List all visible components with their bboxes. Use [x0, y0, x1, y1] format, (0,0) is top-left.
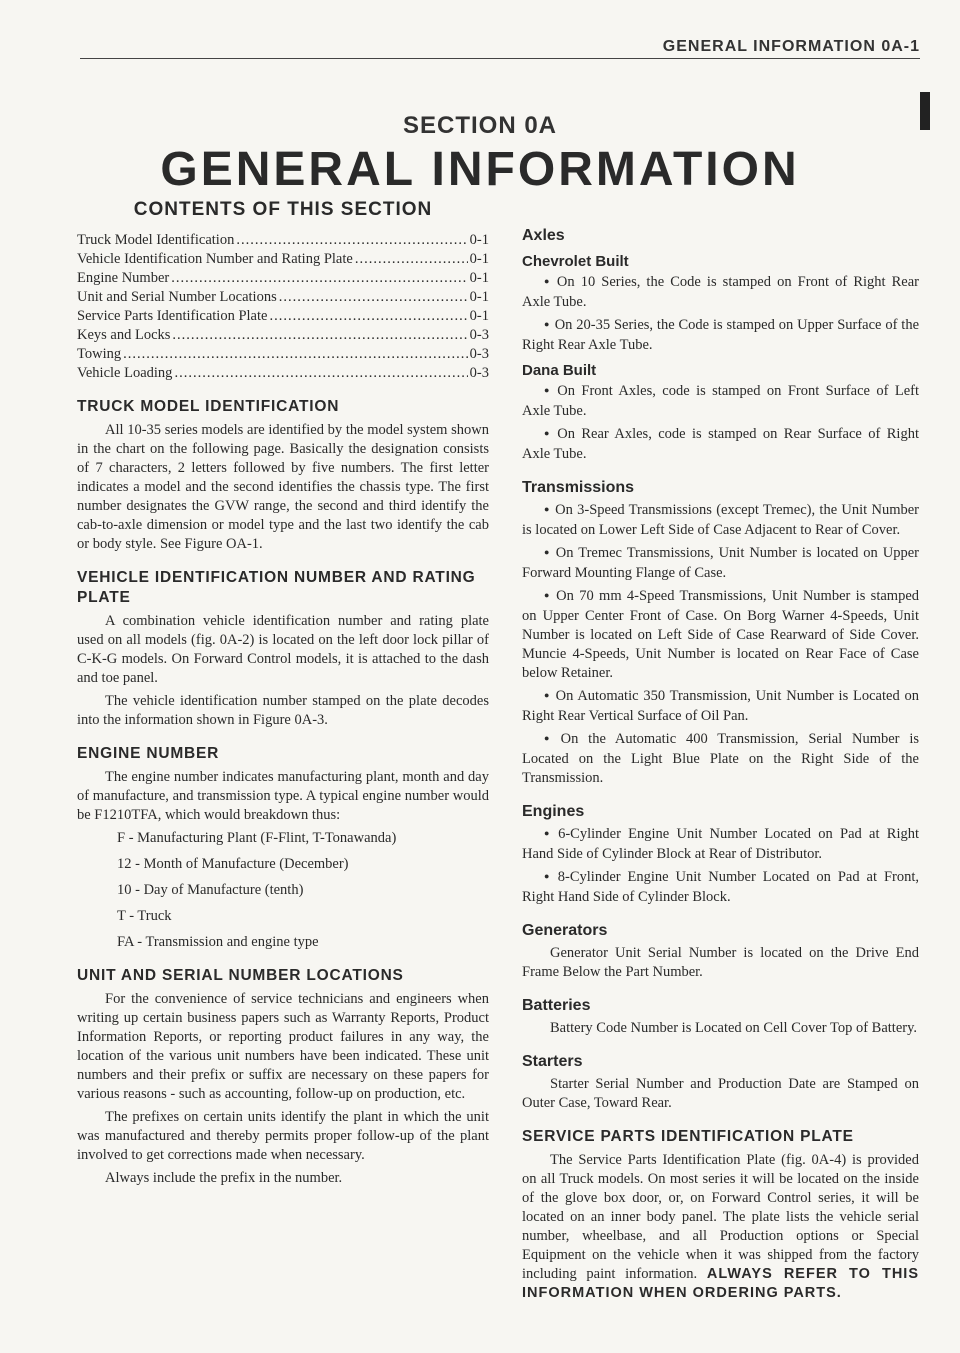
truck-model-heading: TRUCK MODEL IDENTIFICATION — [77, 398, 340, 415]
section-label: SECTION 0A — [402, 112, 558, 139]
toc-item[interactable]: Keys and Locks ..... 0-3 — [77, 326, 489, 345]
right-column — [522, 226, 919, 1307]
left-column — [77, 200, 489, 1192]
unit-serial-paragraph: Always include the prefix in the number. — [105, 1170, 343, 1186]
ordering-note: ALWAYS REFER TO THIS INFORMATION WHEN ORDERING PARTS. — [522, 1266, 920, 1301]
contents-heading: CONTENTS OF THIS SECTION — [133, 199, 433, 220]
engine-number-heading: ENGINE NUMBER — [77, 745, 220, 762]
vin-plate-heading: VEHICLE IDENTIFICATION NUMBER AND RATING PLATE — [77, 569, 476, 606]
truck-model-paragraph: All 10-35 series models are identified by the model system shown in the chart on the following page. Basically the designation consists of 7 characters, 2 letters followed by five numbers. The first letter indicates a model and the second identifies the chassis type. The first number designates the GVW range, the second and third identify the cab-to-axle dimension or model type and the last two identify the cab or body style. See Figure OA-1. — [77, 422, 489, 552]
axles-heading: Axles — [522, 227, 565, 244]
list-item: ● On 3-Speed Transmissions (except Tremec), the Unit Number is located on Lower Left Side of Case Adjacent to Rear of Cover. — [522, 501, 919, 540]
service-plate-heading: SERVICE PARTS IDENTIFICATION PLATE — [522, 1128, 854, 1145]
unit-serial-heading: UNIT AND SERIAL NUMBER LOCATIONS — [77, 967, 404, 984]
toc-item[interactable]: Unit and Serial Number Locations ..... 0-1 — [77, 288, 489, 307]
toc-item[interactable]: Truck Model Identification ..... 0-1 — [77, 231, 489, 250]
transmissions-heading: Transmissions — [522, 479, 635, 496]
list-item: ● On Rear Axles, code is stamped on Rear Surface of Right Axle Tube. — [522, 425, 919, 464]
list-item: ● On 10 Series, the Code is stamped on Front of Right Rear Axle Tube. — [522, 273, 919, 312]
batteries-heading: Batteries — [522, 997, 591, 1014]
toc-item[interactable]: Towing ..... 0-3 — [77, 345, 489, 364]
engine-number-breakdown — [117, 829, 489, 952]
chevrolet-built-heading: Chevrolet Built — [522, 253, 629, 270]
list-item: 12 - Month of Manufacture (December) — [117, 856, 349, 872]
unit-serial-paragraph: For the convenience of service technicians and engineers when writing up certain business papers such as Warranty Reports, Product Information Reports, or reporting product failures in any way, the location of the various unit numbers have been indicated. These unit numbers and their prefix or suffix are necessary on these papers for various reasons - such as accounting, follow-up on production, etc. — [77, 991, 489, 1102]
list-item: F - Manufacturing Plant (F-Flint, T-Tonawanda) — [117, 830, 397, 846]
list-item: T - Truck — [117, 908, 172, 924]
list-item: ● On 70 mm 4-Speed Transmissions, Unit Number is stamped on Upper Center Front of Case. On Borg Warner 4-Speeds, Unit Number is located on Left Side of Case Rearward of Side Cover. Muncie 4-Speeds, Unit Number is located on Rear Face of Case below Retainer. — [522, 587, 919, 683]
list-item: 10 - Day of Manufacture (tenth) — [117, 882, 304, 898]
page-title: GENERAL INFORMATION — [160, 143, 800, 196]
page-header — [80, 38, 920, 59]
list-item: ● On Tremec Transmissions, Unit Number is located on Upper Forward Mounting Flange of Case. — [522, 544, 919, 583]
generators-heading: Generators — [522, 922, 608, 939]
engine-number-paragraph: The engine number indicates manufacturing plant, month and day of manufacture, and transmission type. A typical engine number would be F1210TFA, which would breakdown thus: — [77, 769, 489, 823]
toc-item[interactable]: Service Parts Identification Plate ..... 0-1 — [77, 307, 489, 326]
toc-item[interactable]: Engine Number ..... 0-1 — [77, 269, 489, 288]
list-item: ● 8-Cylinder Engine Unit Number Located on Pad at Front, Right Hand Side of Cylinder Block. — [522, 868, 919, 907]
list-item: ● On Automatic 350 Transmission, Unit Number is Located on Right Rear Vertical Surface of Oil Pan. — [522, 687, 919, 726]
batteries-paragraph: Battery Code Number is Located on Cell Cover Top of Battery. — [550, 1020, 918, 1036]
starters-paragraph: Starter Serial Number and Production Date are Stamped on Outer Case, Toward Rear. — [522, 1076, 919, 1111]
list-item: FA - Transmission and engine type — [117, 934, 319, 950]
toc-item[interactable]: Vehicle Loading ..... 0-3 — [77, 364, 489, 383]
vin-plate-paragraph: The vehicle identification number stamped on the plate decodes into the information shown in Figure 0A-3. — [77, 693, 489, 728]
list-item: ● 6-Cylinder Engine Unit Number Located on Pad at Right Hand Side of Cylinder Block at Rear of Distributor. — [522, 825, 919, 864]
service-plate-paragraph: The Service Parts Identification Plate (fig. 0A-4) is provided on all Truck models. On most series it will be located on the inside of the glove box door, or, on Forward Control series, it will be located on an inner body panel. The plate lists the vehicle serial number, wheelbase, and all Production options or Special Equipment on the vehicle when it was shipped from the factory including paint information. ALWAYS REFER TO THIS INFORMATION WHEN ORDERING PARTS. — [522, 1152, 920, 1301]
starters-heading: Starters — [522, 1053, 583, 1070]
generators-paragraph: Generator Unit Serial Number is located on the Drive End Frame Below the Part Number. — [522, 945, 919, 980]
dana-built-heading: Dana Built — [522, 362, 597, 379]
toc-item[interactable]: Vehicle Identification Number and Rating Plate ..... 0-1 — [77, 250, 489, 269]
list-item: ● On 20-35 Series, the Code is stamped on Upper Surface of the Right Rear Axle Tube. — [522, 316, 919, 355]
running-header: GENERAL INFORMATION 0A-1 — [662, 38, 920, 55]
vin-plate-paragraph: A combination vehicle identification number and rating plate used on all models (fig. 0A-2) is located on the left door lock pillar of C-K-G models. On Forward Control models, it is attached to the dash and toe panel. — [77, 613, 489, 686]
table-of-contents — [77, 231, 489, 383]
engines-heading: Engines — [522, 803, 585, 820]
list-item: ● On Front Axles, code is stamped on Front Surface of Left Axle Tube. — [522, 382, 919, 421]
list-item: ● On the Automatic 400 Transmission, Serial Number is Located on the Light Blue Plate on the Right Side of the Transmission. — [522, 730, 919, 788]
unit-serial-paragraph: The prefixes on certain units identify the plant in which the unit was manufactured and thereby permits proper follow-up of the plant involved to get corrections made when necessary. — [77, 1109, 489, 1163]
